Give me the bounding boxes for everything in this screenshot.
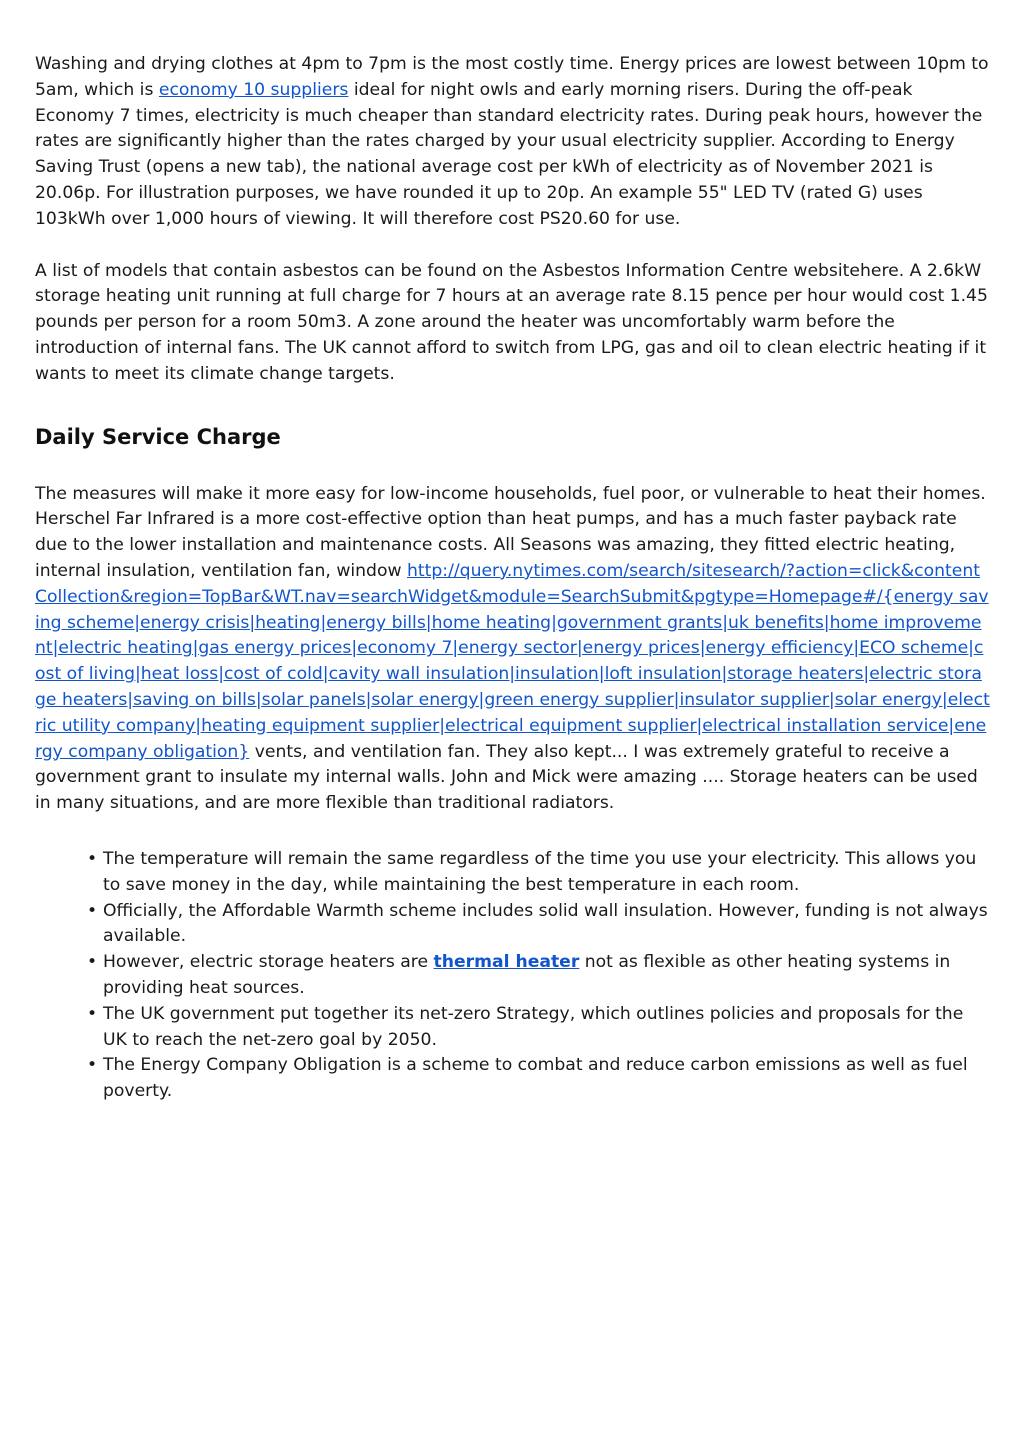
- paragraph-text: Washing and drying clothes at 4pm to 7pm is the most costly time. Energy prices are lowest between 10pm to 5am, which is: [35, 54, 989, 100]
- paragraph-economy-times: [35, 52, 990, 233]
- list-item: • The temperature will remain the same regardless of the time you use your electricity. This allows you to save money in the day, while maintaining the best temperature in each room.: [103, 847, 990, 899]
- paragraph-asbestos: A list of models that contain asbestos can be found on the Asbestos Information Centre websitehere. A 2.6kW storage heating unit running at full charge for 7 hours at an average rate 8.15 pence per hour would cost 1.45 pounds per person for a room 50m3. A zone around the heater was uncomfortably warm before the introduction of internal fans. The UK cannot afford to switch from LPG, gas and oil to clean electric heating if it wants to meet its climate change targets.: [35, 260, 988, 384]
- paragraph-text: vents, and ventilation fan. They also kept... I was extremely grateful to receive a government grant to insulate my internal walls. John and Mick were amazing .... Storage heaters can be used in many situations, and are more flexible than traditional radiators.: [35, 741, 978, 814]
- paragraph-measures: [35, 482, 990, 817]
- paragraph-text: ideal for night owls and early morning risers. During the off-peak Economy 7 times, electricity is much cheaper than standard electricity rates. During peak hours, however the rates are significantly higher than the rates charged by your usual electricity supplier. According to Energy Saving Trust (opens a new tab), the national average cost per kWh of electricity as of November 2021 is 20.06p. For illustration purposes, we have rounded it up to 20p. An example 55" LED TV (rated G) uses 103kWh over 1,000 hours of viewing. It will therefore cost PS20.60 for use.: [35, 79, 983, 229]
- thermal-heater-link[interactable]: thermal heater: [433, 952, 580, 973]
- list-item-text: However, electric storage heaters are: [103, 952, 434, 973]
- list-item-text: not as flexible as other heating systems in providing heat sources.: [103, 952, 951, 998]
- nytimes-search-link[interactable]: http://query.nytimes.com/search/sitesearch/?action=click&contentCollection&region=TopBar&WT.nav=searchWidget&module=SearchSubmit&pgtype=Homepage#/{energy saving scheme|energy crisis|heating|energy bills|home heating|government grants|uk benefits|home improvement|electric heating|gas energy prices|economy 7|energy sector|energy prices|energy efficiency|ECO scheme|cost of living|heat loss|cost of cold|cavity wall insulation|insulation|loft insulation|storage heaters|electric storage heaters|saving on bills|solar panels|solar energy|green energy supplier|insulator supplier|solar energy|electric utility company|heating equipment supplier|electrical equipment supplier|electrical installation service|energy company obligation}: [35, 560, 990, 762]
- list-item: [103, 950, 990, 1002]
- list-item: • The UK government put together its net-zero Strategy, which outlines policies and proposals for the UK to reach the net-zero goal by 2050.: [103, 1002, 990, 1054]
- paragraph-text: The measures will make it more easy for low-income households, fuel poor, or vulnerable to heat their homes. Herschel Far Infrared is a more cost-effective option than heat pumps, and has a much faster payback rate due to the lower installation and maintenance costs. All Seasons was amazing, they fitted electric heating, internal insulation, ventilation fan, window: [35, 483, 986, 581]
- economy-10-suppliers-link[interactable]: economy 10 suppliers: [158, 79, 349, 100]
- bullet-list: [35, 847, 990, 1105]
- section-heading: Daily Service Charge: [35, 424, 281, 449]
- list-item: • The Energy Company Obligation is a scheme to combat and reduce carbon emissions as well as fuel poverty.: [103, 1053, 990, 1105]
- list-item: • Officially, the Affordable Warmth scheme includes solid wall insulation. However, funding is not always available.: [103, 899, 990, 951]
